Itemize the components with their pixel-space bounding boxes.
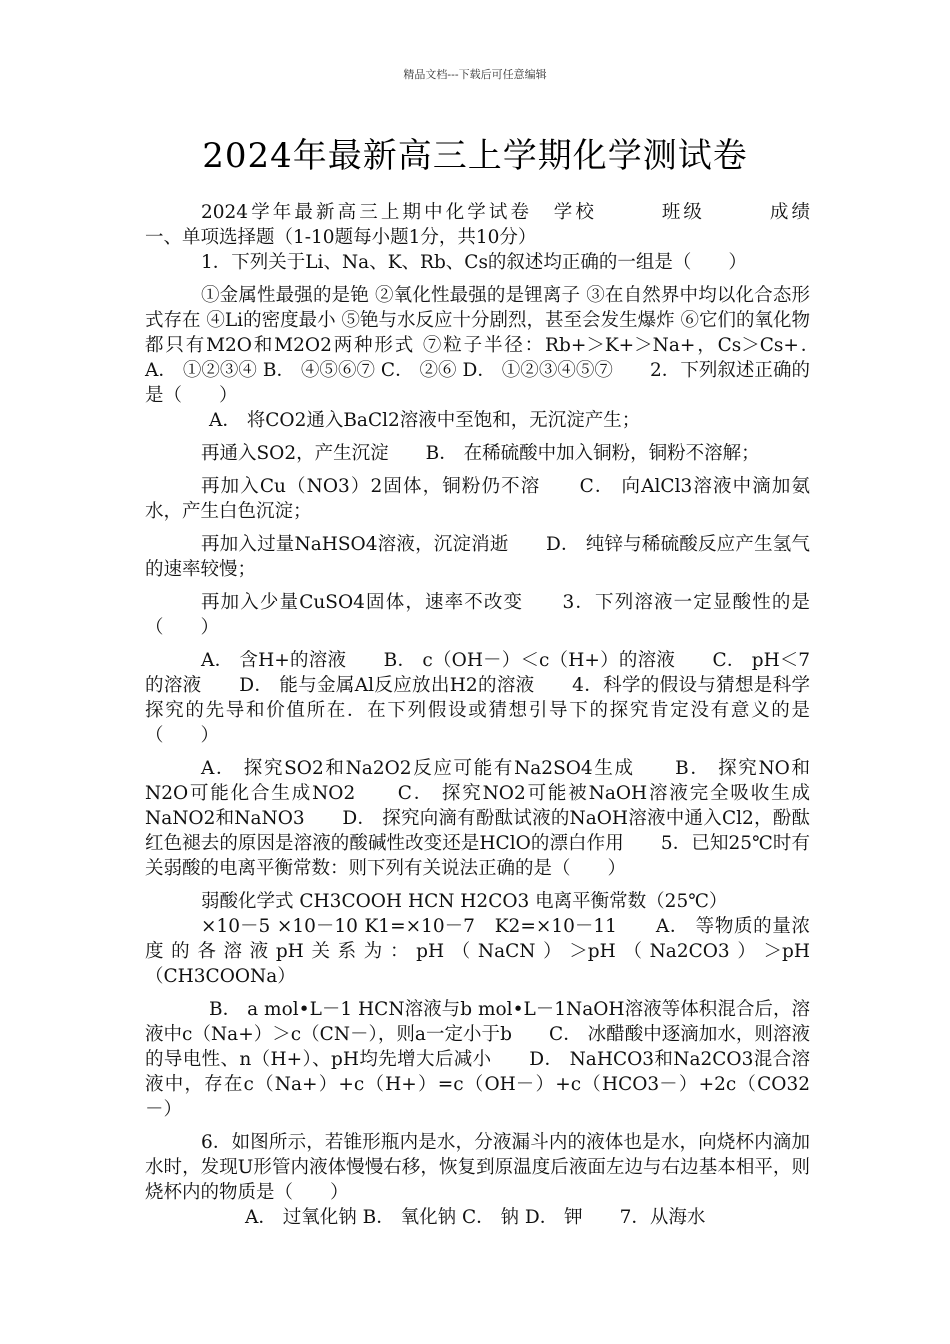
- question-4-options-paragraph: A． 探究SO2和Na2O2反应可能有Na2SO4生成 B． 探究NO和N2O可能化合生成NO2 C． 探究NO2可能被NaOH溶液完全吸收生成NaNO2和NaNO3 D． 探究向滴有酚酞试液的NaOH溶液中通入Cl2，酚酞红色褪去的原因是溶液的酸碱性改变还是HClO的漂白作用 5．已知25℃时有关弱酸的电离平衡常数：则下列有关说法正确的是（ ）: [145, 758, 810, 879]
- question-2-option-b-paragraph: 再通入SO2，产生沉淀 B． 在稀硫酸中加入铜粉，铜粉不溶解；: [201, 443, 760, 464]
- question-5-table-header-paragraph: 弱酸化学式 CH3COOH HCN H2CO3 电离平衡常数（25℃）: [201, 891, 728, 912]
- header-note: 精品文档---下载后可任意编辑: [403, 68, 547, 81]
- question-1-paragraph: 1．下列关于Li、Na、K、Rb、Cs的叙述均正确的一组是（ ）: [201, 252, 747, 273]
- exam-intro-paragraph: 2024学年最新高三上期中化学试卷 学校 班级 成绩 一、单项选择题（1-10题每小题1分，共10分）: [145, 202, 866, 248]
- document-body: [145, 200, 866, 1230]
- question-2-option-d-paragraph: 再加入过量NaHSO4溶液，沉淀消逝 D． 纯锌与稀硫酸反应产生氢气的速率较慢；: [145, 534, 810, 580]
- question-3-paragraph: 再加入少量CuSO4固体，速率不改变 3．下列溶液一定显酸性的是（ ）: [145, 592, 810, 638]
- question-2-option-c-paragraph: 再加入Cu（NO3）2固体，铜粉仍不溶 C． 向AlCl3溶液中滴加氨水，产生白色沉淀；: [145, 476, 810, 522]
- question-6-options-paragraph: A． 过氧化钠 B． 氧化钠 C． 钠 D． 钾 7．从海水: [245, 1207, 706, 1228]
- question-5-options-paragraph: B． a mol•L－1 HCN溶液与b mol•L－1NaOH溶液等体积混合后，溶液中c（Na+）＞c（CN－），则a一定小于b C． 冰醋酸中逐滴加水，则溶液的导电性、n（H+）、pH均先增大后减小 D． NaHCO3和Na2CO3混合溶液中，存在c（Na+）+c（H+）=c（OH－）+c（HCO3－）+2c（CO32－）: [145, 999, 810, 1120]
- question-1-options-paragraph: ①金属性最强的是铯 ②氧化性最强的是锂离子 ③在自然界中均以化合态形式存在 ④Li的密度最小 ⑤铯与水反应十分剧烈，甚至会发生爆炸 ⑥它们的氧化物都只有M2O和M2O2两种形式 ⑦粒子半径：Rb+＞K+＞Na+，Cs＞Cs+． A． ①②③④ B． ④⑤⑥⑦ C． ②⑥ D． ①②③④⑤⑦ 2．下列叙述正确的是（ ）: [145, 285, 848, 406]
- question-5-table-values-paragraph: ×10－5 ×10－10 K1=×10－7 K2=×10－11 A． 等物质的量浓度的各溶液pH关系为：pH（NaCN）＞pH（Na2CO3）＞pH（CH3COONa）: [145, 916, 810, 987]
- question-6-paragraph: 6．如图所示，若锥形瓶内是水，分液漏斗内的液体也是水，向烧杯内滴加水时，发现U形管内液体慢慢右移，恢复到原温度后液面左边与右边基本相平，则烧杯内的物质是（ ）: [145, 1132, 810, 1203]
- question-3-options-paragraph: A． 含H+的溶液 B． c（OH－）＜c（H+）的溶液 C． pH＜7的溶液 D． 能与金属Al反应放出H2的溶液 4．科学的假设与猜想是科学探究的先导和价值所在．在下列假设或猜想引导下的探究肯定没有意义的是（ ）: [145, 650, 810, 746]
- page-title: 2024年最新高三上学期化学测试卷: [202, 136, 748, 176]
- question-2-option-a-paragraph: A． 将CO2通入BaCl2溶液中至饱和，无沉淀产生；: [209, 410, 641, 431]
